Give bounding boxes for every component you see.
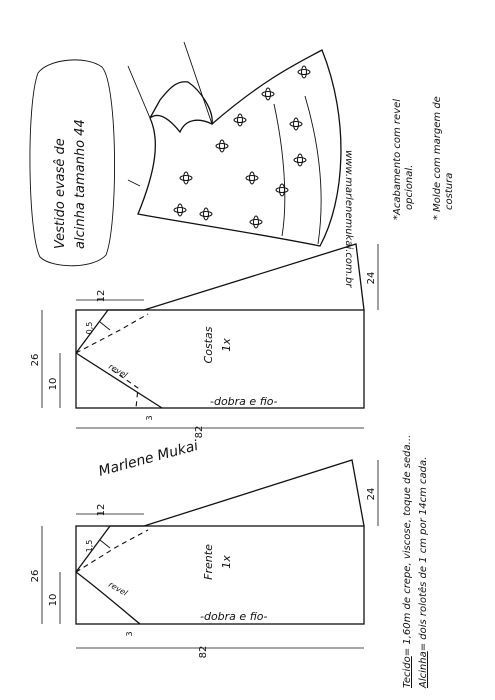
signature: Marlene Mukai (96, 437, 200, 480)
back-piece-name: Costas (202, 326, 215, 364)
front-piece-count: 1x (220, 555, 233, 569)
back-dim-angle: 0,5 (85, 321, 94, 335)
back-dim-height: 26 (30, 353, 41, 367)
front-dim-height: 26 (30, 569, 41, 583)
front-dim-side: 3 (125, 631, 134, 637)
front-dim-lower: 10 (48, 593, 59, 607)
title-line-2: alcinha tamanho 44 (73, 119, 88, 249)
flower-icon (174, 66, 310, 228)
dress-illustration (128, 42, 341, 246)
note-facing-2: opcional. (404, 164, 415, 210)
note-facing-1: *Acabamento com revel (392, 98, 403, 220)
front-dim-angle: 1,5 (85, 539, 94, 553)
materials-strap: Alcinha= dois rolotês de 1 cm por 14cm cada. (418, 456, 429, 688)
note-seam-2: costura (444, 172, 455, 210)
back-facing-label: revel (107, 361, 129, 380)
back-dim-length: 82 (194, 425, 205, 439)
website-label: www.marlenemukai.com.br (343, 150, 354, 288)
pattern-piece-front (30, 460, 378, 658)
back-dim-lower: 10 (48, 377, 59, 391)
front-facing-label: revel (107, 579, 129, 598)
back-piece-count: 1x (220, 338, 233, 352)
front-dim-width: 12 (96, 503, 107, 517)
note-seam-1: * Molde com margem de (432, 96, 443, 220)
back-dim-width: 12 (96, 289, 107, 303)
back-dim-hem: 24 (366, 271, 377, 285)
front-dim-length: 82 (198, 645, 209, 659)
title-bubble (30, 60, 115, 266)
front-piece-name: Frente (202, 544, 215, 580)
materials-fabric: Tecido= 1,60m de crepe, viscose, toque de seda... (402, 434, 413, 688)
front-dim-hem: 24 (366, 487, 377, 501)
back-fold-label: -dobra e fio- (210, 395, 278, 408)
back-dim-side: 3 (145, 415, 154, 421)
pattern-piece-back (30, 244, 378, 438)
front-fold-label: -dobra e fio- (200, 610, 268, 623)
title-line-1: Vestido evasê de (53, 138, 68, 249)
